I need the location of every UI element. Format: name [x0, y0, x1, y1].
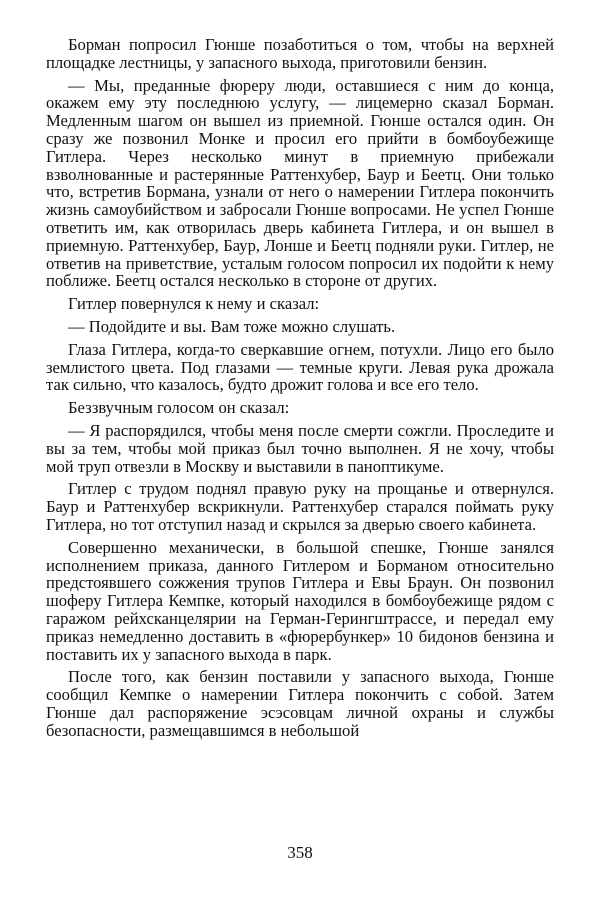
page-number: 358	[287, 843, 313, 862]
paragraph-1: Борман попросил Гюнше позаботиться о том, чтобы на верхней площадке лестницы, у запасного выхода, приготовили бензин.	[46, 35, 554, 72]
page-body	[46, 36, 554, 744]
paragraph-4: — Подойдите и вы. Вам тоже можно слушать.	[68, 316, 396, 336]
paragraph-8: Гитлер с трудом поднял правую руку на прощанье и отвернулся. Баур и Раттенхубер вскрикнули. Раттенхубер старался поймать руку Гитлера, но тот отступил назад и скрылся за дверью своего кабинета.	[46, 479, 554, 534]
paragraph-2: — Мы, преданные фюреру люди, оставшиеся с ним до конца, окажем ему эту последнюю услугу, — лицемерно сказал Борман. Медленным шагом он вышел из приемной. Гюнше остался один. Он сразу же позвонил Монке и просил его прийти в бомбоубежище Гитлера. Через несколько минут в приемную прибежали взволнованные и растерянные Раттенхубер, Баур и Беетц. Они только что, встретив Бормана, узнали от него о намерении Гитлера покончить жизнь самоубийством и забросали Гюнше вопросами. Не успел Гюнше ответить им, как отворилась дверь кабинета Гитлера, и он вышел в приемную. Раттенхубер, Баур, Лонше и Беетц подняли руки. Гитлер, не ответив на приветствие, усталым голосом попросил их подойти к нему поближе. Беетц остался несколько в стороне от других.	[46, 75, 554, 291]
paragraph-7: — Я распорядился, чтобы меня после смерти сожгли. Проследите и вы за тем, чтобы мой приказ был точно выполнен. Я не хочу, чтобы мой труп отвезли в Москву и выставили в паноптикуме.	[46, 420, 554, 476]
paragraph-10: После того, как бензин поставили у запасного выхода, Гюнше сообщил Кемпке о намерении Гитлера покончить с собой. Затем Гюнше дал распоряжение эсэсовцам личной охраны и службы безопасности, размещавшимся в небольшой	[46, 667, 554, 740]
paragraph-9: Совершенно механически, в большой спешке, Гюнше занялся исполнением приказа, данного Гитлером и Борманом относительно предстоявшего сожжения трупов Гитлера и Евы Браун. Он позвонил шоферу Гитлера Кемпке, который находился в бомбоубежище рядом с гаражом рейхсканцелярии на Герман-Герингштрассе, и передал ему приказ немедленно доставить в «фюрербункер» 10 бидонов бензина и поставить их у запасного выхода в парк.	[46, 537, 554, 664]
paragraph-6: Беззвучным голосом он сказал:	[68, 398, 290, 418]
paragraph-3: Гитлер повернулся к нему и сказал:	[68, 294, 320, 314]
paragraph-5: Глаза Гитлера, когда-то сверкавшие огнем, потухли. Лицо его было землистого цвета. Под глазами — темные круги. Левая рука дрожала так сильно, что казалось, будто дрожит голова и все его тело.	[46, 339, 554, 395]
